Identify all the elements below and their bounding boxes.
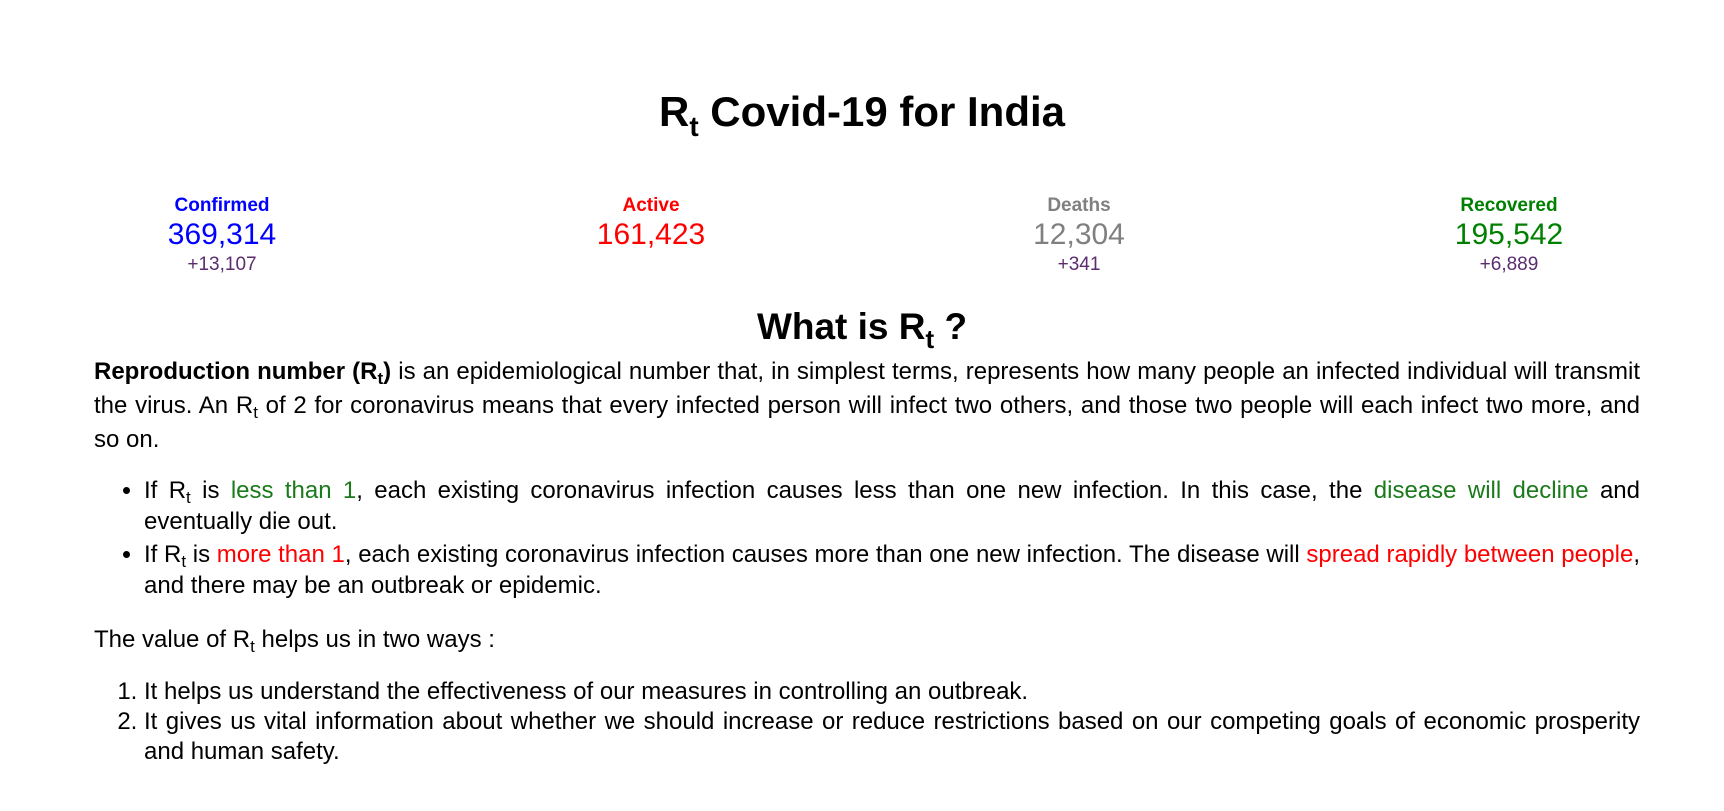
- intro-paragraph: Reproduction number $(R_t)$ is an epidemiological number that, in simplest terms, represents how many people an infected individual will transmit the virus. An $R_t$ of 2 for coronavirus means that every infected person will infect two others, and those two people will each infect two more, and so on.: [94, 358, 1641, 453]
- list-item: 1. It helps us understand the effectiveness of our measures in controlling an outbreak.: [144, 677, 1640, 707]
- stat-label: Confirmed: [174, 195, 270, 216]
- stat-delta: +6,889: [1479, 254, 1539, 275]
- stat-value: 161,423: [596, 218, 706, 251]
- stat-label: Recovered: [1460, 195, 1558, 216]
- stat-delta: +13,107: [187, 254, 257, 275]
- page-title: $R_t$ Covid-19 for India: [658, 88, 1066, 142]
- stat-delta: +341: [1057, 254, 1101, 275]
- list-item: • If $R_t$ is less than 1, each existing coronavirus infection causes less than one new infection. In this case, the disease will decline and eventually die out.: [144, 475, 1640, 537]
- stat-label: Active: [622, 195, 680, 216]
- ways-list: [94, 677, 1640, 767]
- list-item: 2. It gives us vital information about whether we should increase or reduce restrictions based on our competing goals of economic prosperity and human safety.: [144, 707, 1640, 767]
- stat-deaths: [929, 195, 1229, 276]
- stat-active: [501, 195, 801, 252]
- list-item: • If $R_t$ is more than 1, each existing coronavirus infection causes more than one new infection. The disease will spread rapidly between people, and there may be an outbreak or epidemic.: [144, 539, 1640, 601]
- stat-value: 12,304: [1033, 218, 1125, 251]
- section-heading: What is $R_t$ ?: [756, 306, 968, 354]
- stat-value: 369,314: [167, 218, 277, 251]
- rt-bullet-list: [94, 475, 1640, 601]
- ways-intro: The value of $R_t$ helps us in two ways :: [94, 626, 495, 656]
- stat-label: Deaths: [1047, 195, 1111, 216]
- stat-recovered: [1359, 195, 1659, 276]
- intro-term: Reproduction number $(R_t)$: [94, 358, 392, 388]
- explanation-content: [94, 355, 1640, 767]
- stat-value: 195,542: [1454, 218, 1564, 251]
- stat-confirmed: [72, 195, 372, 276]
